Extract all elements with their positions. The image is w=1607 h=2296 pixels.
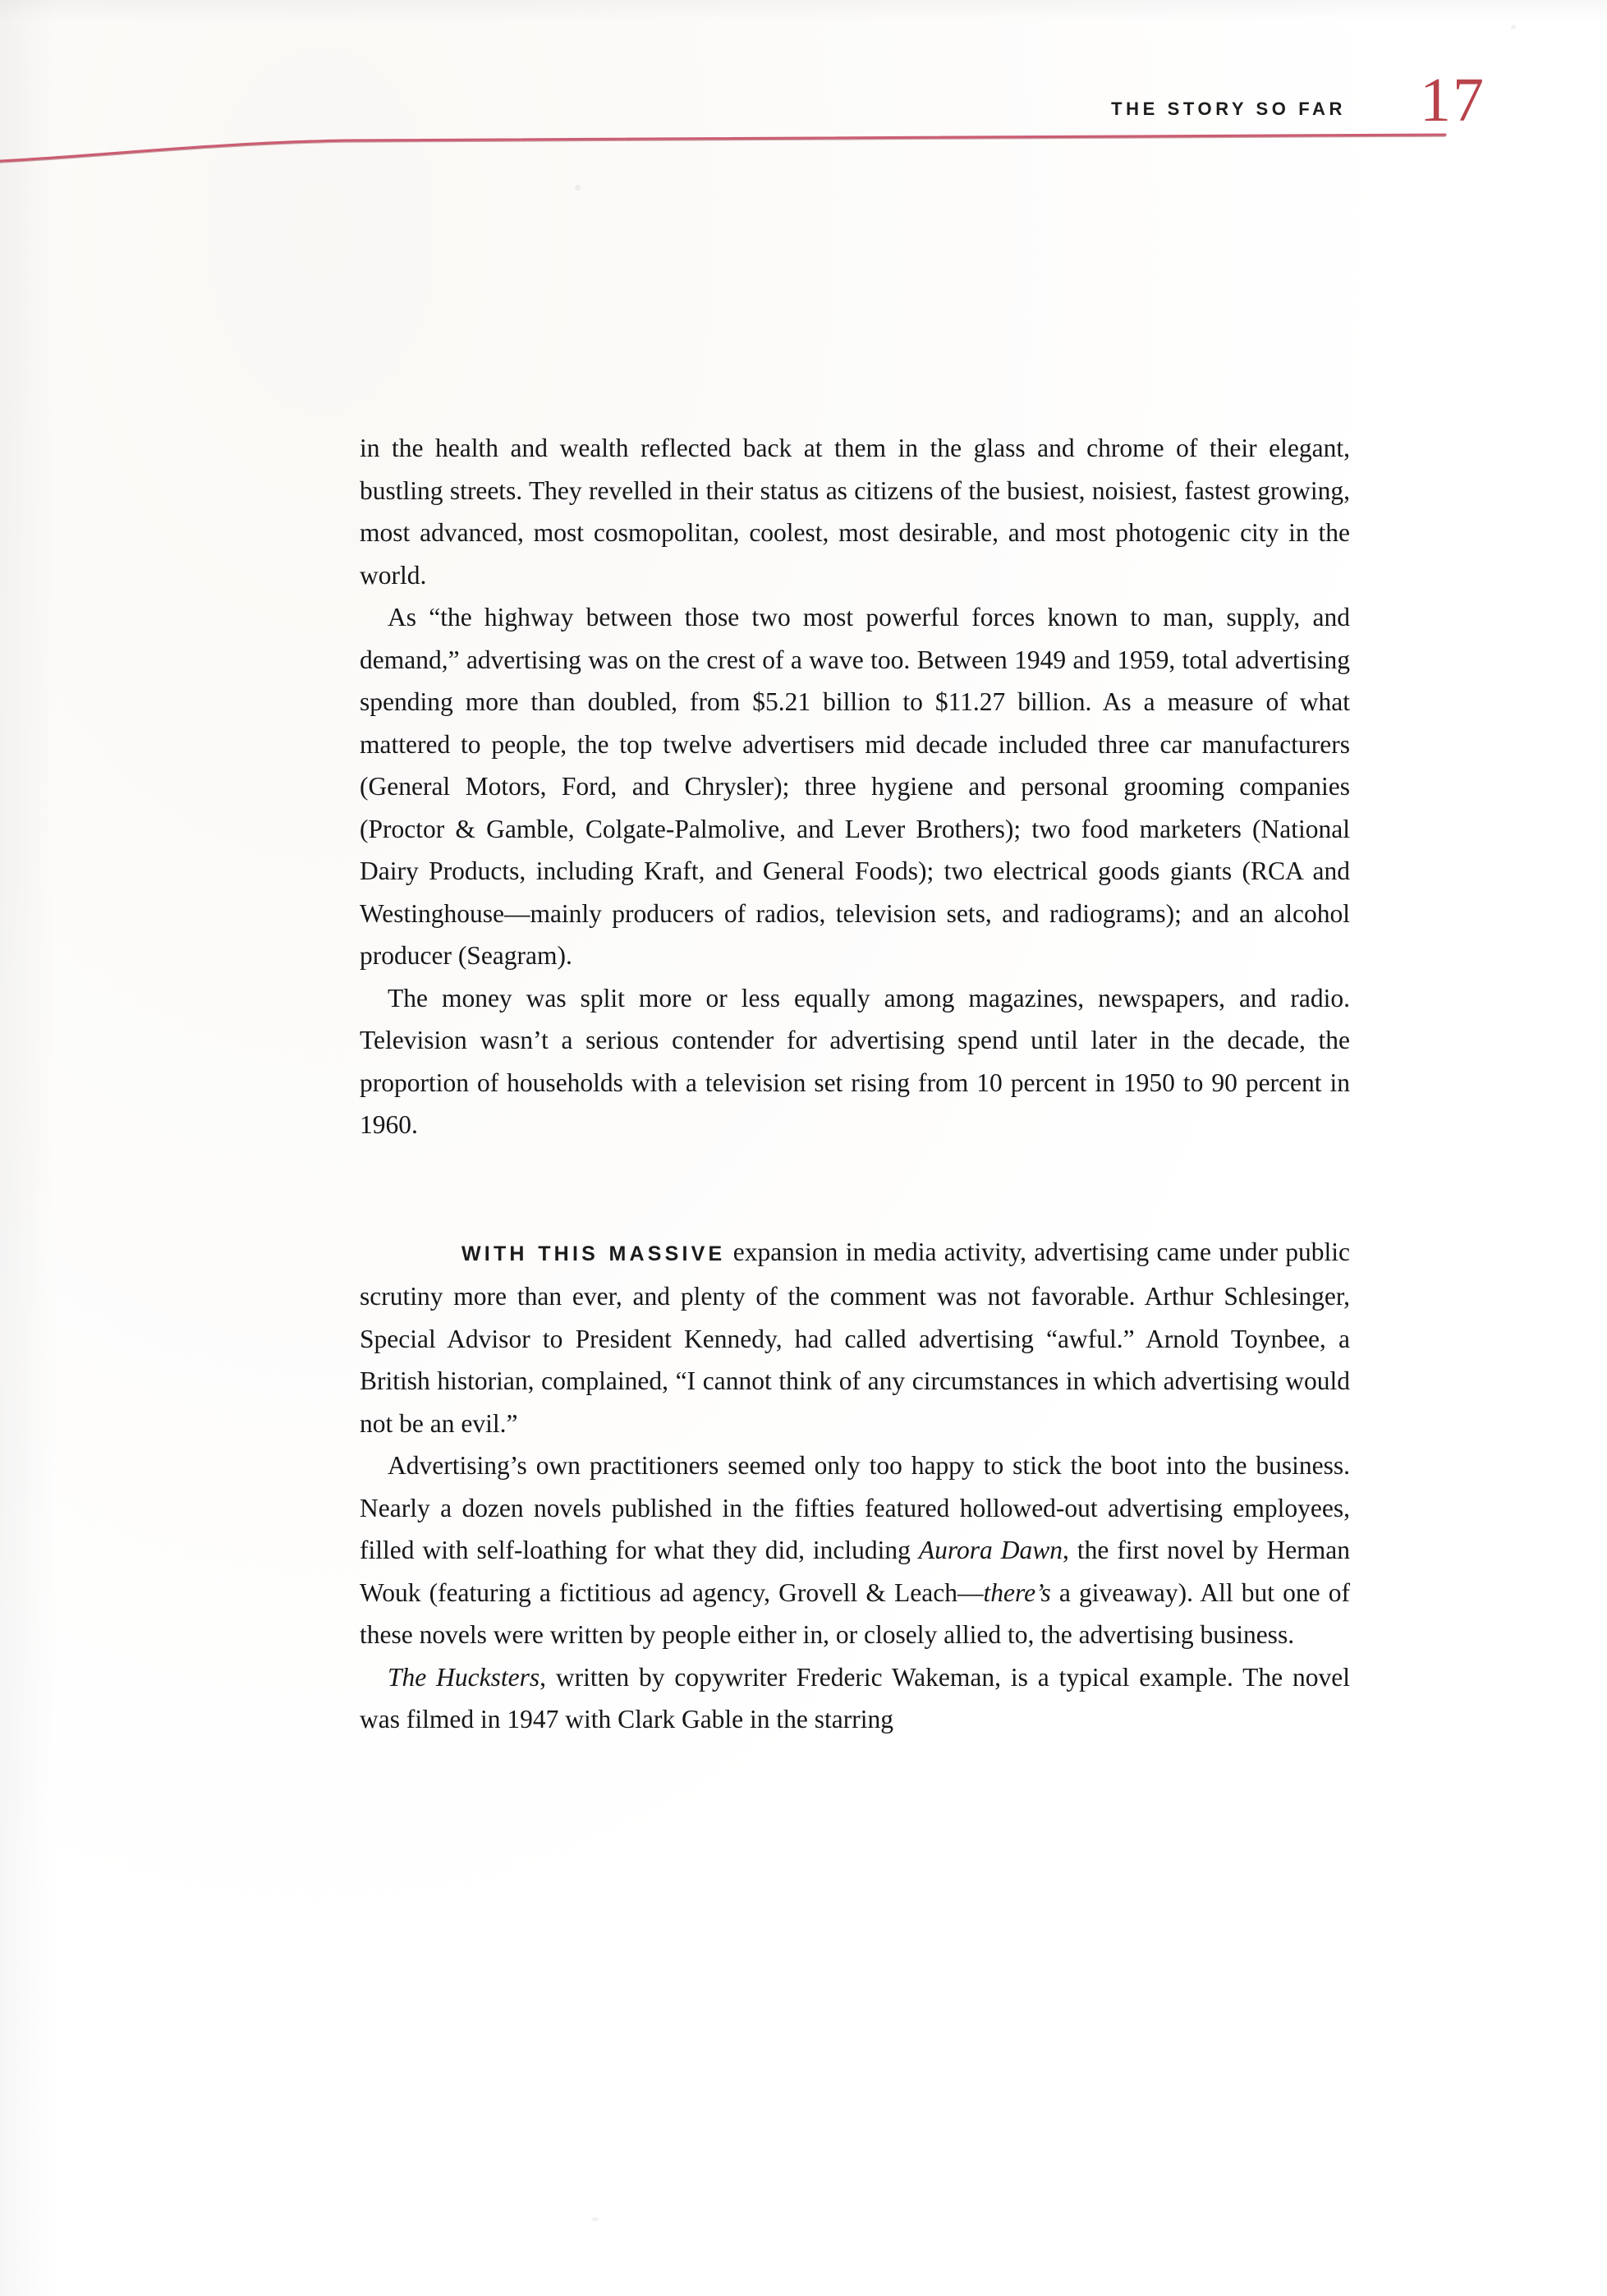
paragraph-money-split: The money was split more or less equally among magazines, newspapers, and radio. Television wasn’t a serious contender for advertising spend until later in the decade, the proportion of households with a television set rising from 10 percent in 1950 to 90 percent in 1960. bbox=[360, 983, 1350, 1139]
scan-shadow-top bbox=[0, 0, 1607, 21]
scan-shadow-gutter bbox=[0, 0, 57, 2296]
book-title-the-hucksters: The Hucksters bbox=[388, 1662, 540, 1692]
scan-speck bbox=[1511, 25, 1516, 30]
section-break-space bbox=[360, 1146, 1350, 1231]
text-run: a giveaway). All but one of these novels were written by people either in, or closely allied to, the advertising business. bbox=[360, 1577, 1350, 1649]
paragraph-advertising-spending: As “the highway between those two most powerful forces known to man, supply, and demand,” advertising was on the crest of a wave too. Between 1949 and 1959, total advertising spending more than doubled, from $5.21 billion to $11.27 billion. As a measure of what mattered to people, the top twelve advertisers mid decade included three car manufacturers (General Motors, Ford, and Chrysler); three hygiene and personal grooming companies (Proctor & Gamble, Colgate-Palmolive, and Lever Brothers); two food marketers (National Dairy Products, including Kraft, and General Foods); two electrical goods giants (RCA and Westinghouse—mainly producers of radios, television sets, and radiograms); and an alcohol producer (Seagram). bbox=[360, 603, 1350, 970]
text-run: Advertising’s own practitioners seemed only too happy to stick the boot into the business. Nearly a dozen novels published in the fifties featured hollowed-out advertising employees, filled with self-loathing for what they did, including bbox=[360, 1451, 1350, 1564]
body-text-column bbox=[360, 427, 1350, 1741]
header-rule bbox=[0, 123, 1607, 172]
text-run: , written by copywriter Frederic Wakeman, is a typical example. The novel was filmed in 1947 with Clark Gable in the starring bbox=[360, 1662, 1350, 1733]
page-number: 17 bbox=[1420, 66, 1485, 135]
section-opener-smallcaps: WITH THIS MASSIVE bbox=[461, 1242, 726, 1265]
paragraph-hucksters bbox=[360, 1656, 1350, 1741]
scan-speck bbox=[575, 185, 581, 191]
emphasis-theres: there’s bbox=[983, 1577, 1051, 1607]
book-title-aurora-dawn: Aurora Dawn bbox=[918, 1536, 1063, 1564]
running-head: THE STORY SO FAR bbox=[1111, 99, 1346, 119]
paragraph-practitioners bbox=[360, 1444, 1350, 1656]
paragraph-continuation: in the health and wealth reflected back at them in the glass and chrome of their elegant, bustling streets. They revelled in their status as citizens of the busiest, noisiest, fastest growing, most advanced, most cosmopolitan, coolest, most desirable, and most photogenic city in the world. bbox=[360, 434, 1350, 590]
section-opener-body: expansion in media activity, advertising came under public scrutiny more than ever, and plenty of the comment was not favorable. Arthur Schlesinger, Special Advisor to President Kennedy, had called advertising “awful.” Arnold Toynbee, a British historian, complained, “I cannot think of any circumstances in which advertising would not be an evil.” bbox=[360, 1237, 1350, 1438]
scan-speck bbox=[591, 2217, 599, 2221]
text-run: , the first novel by Herman Wouk (featuring a fictitious ad agency, Grovell & Leach— bbox=[360, 1536, 1350, 1607]
paragraph-section-opener bbox=[360, 1231, 1350, 1445]
